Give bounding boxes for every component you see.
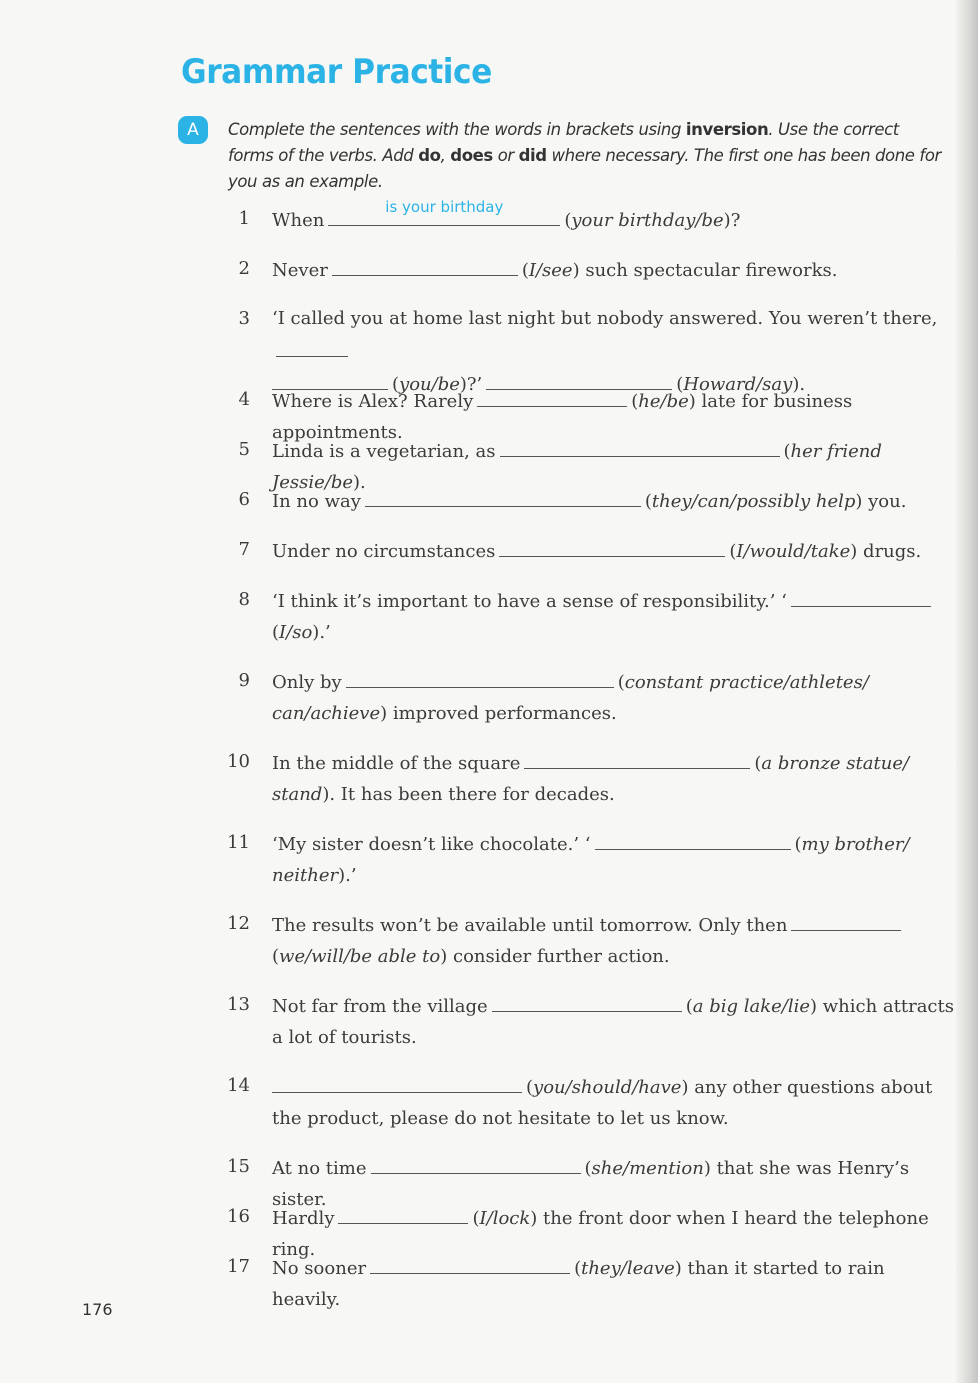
answer-blank[interactable] <box>370 1251 570 1274</box>
answer-blank[interactable] <box>276 334 348 357</box>
exercise-item-17: 17 No sooner (they/leave) than it started to rain heavily. <box>222 1251 957 1315</box>
answer-blank[interactable] <box>365 484 641 507</box>
exercise-item-1: 1 When is your birthday (your birthday/be)? <box>222 203 957 236</box>
exercise-item-9: 9 Only by (constant practice/athletes/ can/achieve) improved performances. <box>222 665 957 729</box>
section-badge: A <box>178 116 208 144</box>
answer-blank[interactable] <box>791 584 931 607</box>
answer-blank[interactable] <box>492 989 682 1012</box>
answer-blank[interactable] <box>595 827 791 850</box>
answer-blank[interactable] <box>500 434 780 457</box>
exercise-item-6: 6 In no way (they/can/possibly help) you. <box>222 484 957 517</box>
answer-blank[interactable] <box>524 746 750 769</box>
answer-blank[interactable] <box>328 198 560 226</box>
exercise-item-10: 10 In the middle of the square (a bronze statue/ stand). It has been there for decades. <box>222 746 957 810</box>
exercise-item-16: 16 Hardly (I/lock) the front door when I heard the telephone ring. <box>222 1201 957 1265</box>
exercise-item-14: 14 (you/should/have) any other questions about the product, please do not hesitate to let us know. <box>222 1070 957 1134</box>
exercise-item-11: 11 ‘My sister doesn’t like chocolate.’ ‘ (my brother/ neither).’ <box>222 827 957 891</box>
exercise-item-8: 8 ‘I think it’s important to have a sense of responsibility.’ ‘ (I/so).’ <box>222 584 957 648</box>
exercise-item-7: 7 Under no circumstances (I/would/take) drugs. <box>222 534 957 567</box>
exercise-item-12: 12 The results won’t be available until tomorrow. Only then (we/will/be able to) consider further action. <box>222 908 957 972</box>
page-title: Grammar Practice <box>181 52 492 92</box>
answer-blank[interactable] <box>477 384 627 407</box>
answer-blank[interactable] <box>332 253 518 276</box>
answer-blank[interactable] <box>338 1201 468 1224</box>
page-number: 176 <box>82 1300 113 1319</box>
exercise-item-3: 3 ‘I called you at home last night but nobody answered. You weren’t there, (you/be)?’ (Howard/say). <box>238 308 938 395</box>
exercise-item-15: 15 At no time (she/mention) that she was Henry’s sister. <box>222 1151 957 1215</box>
page-edge-shadow <box>956 0 978 1383</box>
answer-blank[interactable] <box>371 1151 581 1174</box>
exercise-item-4: 4 Where is Alex? Rarely (he/be) late for business appointments. <box>222 384 957 448</box>
answer-blank[interactable] <box>272 1070 522 1093</box>
example-answer: is your birthday <box>385 198 504 216</box>
answer-blank[interactable] <box>499 534 725 557</box>
exercise-item-13: 13 Not far from the village (a big lake/lie) which attracts a lot of tourists. <box>222 989 957 1053</box>
answer-blank[interactable] <box>791 908 901 931</box>
instructions: Complete the sentences with the words in brackets using inversion. Use the correct forms of the verbs. Add do, does or did where necessary. The first one has been done for you as an example. <box>228 120 941 191</box>
exercise-item-2: 2 Never (I/see) such spectacular fireworks. <box>222 253 957 286</box>
answer-blank[interactable] <box>346 665 614 688</box>
exercise-item-5: 5 Linda is a vegetarian, as (her friend Jessie/be). <box>222 434 957 498</box>
